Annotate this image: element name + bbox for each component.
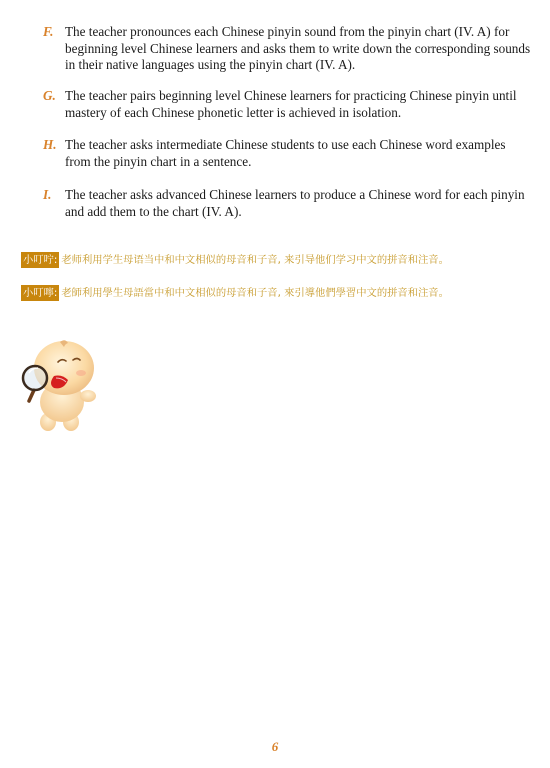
item-h (43, 137, 533, 170)
item-text: The teacher asks advanced Chinese learners to produce a Chinese word for each pinyin and add them to the chart (IV. A). (65, 187, 525, 219)
item-text: The teacher pronounces each Chinese pinyin sound from the pinyin chart (IV. A) for beginning level Chinese learners and asks them to write down the corresponding sounds in their native languages using the pinyin chart (IV. A). (65, 24, 531, 72)
item-letter: F. (43, 24, 54, 39)
item-letter: G. (43, 88, 56, 103)
tip-traditional (21, 285, 449, 301)
page-number: 6 (271, 739, 279, 754)
magnifier-handle (29, 390, 34, 401)
mascot-cheek (76, 370, 86, 376)
tip-text: 老師利用學生母語當中和中文相似的母音和子音, 來引導他們學習中文的拼音和注音。 (61, 287, 449, 299)
cartoon-child-with-magnifying-glass-icon (18, 338, 113, 436)
item-i (43, 187, 533, 220)
item-f (43, 24, 533, 74)
item-g (43, 88, 533, 121)
item-text: The teacher asks intermediate Chinese students to use each Chinese word examples from the pinyin chart in a sentence. (65, 137, 506, 169)
tip-badge: 小叮嚀: (23, 287, 58, 299)
mascot-arm (80, 390, 96, 402)
tip-simplified (21, 252, 449, 268)
item-text: The teacher pairs beginning level Chinese learners for practicing Chinese pinyin until mastery of each Chinese phonetic letter is achieved in isolation. (65, 88, 517, 120)
tip-text: 老师利用学生母语当中和中文相似的母音和子音, 来引导他们学习中文的拼音和注音。 (61, 254, 449, 266)
magnifier-lens (23, 366, 47, 390)
item-letter: I. (43, 187, 52, 202)
item-letter: H. (43, 137, 57, 152)
tip-badge: 小叮咛: (23, 254, 58, 266)
